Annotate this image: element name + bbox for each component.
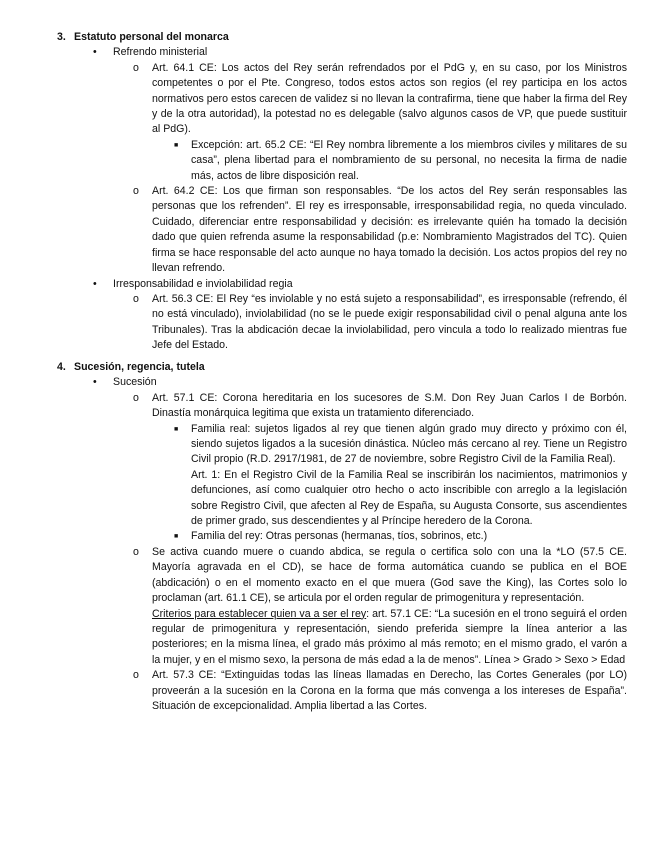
circle-marker: o: [133, 669, 139, 682]
section-number: 3.: [57, 31, 66, 43]
list-item-text: Art. 56.3 CE: El Rey “es inviolable y no está sujeto a responsabilidad”, es irresponsable (refrendo, él no está vinculado), inviolabilidad (no se le puede exigir responsabilidad civil o penal alguna ante los Tribunales). Tras la abdicación decae la inviolabilidad, pero vincula a todo lo realizado mientras fue Jefe del Estado.: [152, 292, 627, 352]
list-item: [57, 529, 627, 544]
list-item-text: Art. 57.1 CE: Corona hereditaria en los sucesores de S.M. Don Rey Juan Carlos I de Borbón. Dinastía monárquica legitima que exista un tratamiento diferenciado.: [152, 391, 627, 420]
bullet-marker: •: [93, 46, 97, 59]
list-item-text: Sucesión: [113, 376, 157, 389]
list-item-text: Refrendo ministerial: [113, 46, 208, 59]
bullet-marker: •: [93, 376, 97, 389]
section-title: Sucesión, regencia, tutela: [74, 361, 205, 373]
circle-marker: o: [133, 292, 139, 305]
criterios-label: Criterios para establecer quien va a ser el rey: [152, 607, 367, 620]
list-item: [57, 277, 627, 292]
list-item-text: Excepción: art. 65.2 CE: “El Rey nombra libremente a los miembros civiles y militares de su casa”, plena libertad para el nombramiento de su personal, no necesita la firma de nadie más, actos de libre disposición real.: [191, 138, 627, 182]
square-marker: ■: [174, 425, 179, 433]
list-item-text: Familia del rey: Otras personas (hermanas, tíos, sobrinos, etc.): [191, 530, 488, 543]
list-item: [57, 545, 627, 607]
list-item: [57, 138, 627, 184]
list-item-text: Art. 57.3 CE: “Extinguidas todas las líneas llamadas en Derecho, las Cortes Generales (por LO) proveerán a la sucesión en la Corona en la forma que más convenga a los intereses de España”. Situación de excepcionalidad. Amplia libertad a las Cortes.: [152, 669, 627, 712]
list-item: [57, 422, 627, 468]
square-marker: ■: [174, 141, 179, 149]
list-item: [57, 184, 627, 276]
list-item-continuation: [57, 607, 627, 669]
list-item-continuation: [57, 468, 627, 530]
list-item-text: Art. 64.2 CE: Los que firman son responsables. “De los actos del Rey serán responsables las personas que los refrenden”. El rey es irresponsable, irresponsabilidad regia, no queda vinculado. Cuidado, diferenciar entre responsabilidad y decisión: es irrelevante quién ha tomado la decisión dado que quien refrenda asume la responsabilidad (p.e: Nombramiento Magistrados del TC). Quien firma se hace responsable del acto aunque no haya tomado la decisión. Los actos propios del rey no llevan refrendo.: [152, 185, 627, 275]
criterios-text: : art. 57.1 CE: “La sucesión en el trono seguirá el orden regular de primogenitura y representación, siendo preferida siempre la línea anterior a las posteriores; en la misma línea, el grado más próximo al más remoto; en el mismo grado, el varón a la mujer, y en el mismo sexo, la persona de más edad a la de menos”. Línea > Grado > Sexo > Edad: [152, 607, 627, 666]
square-marker: ■: [174, 533, 179, 541]
circle-marker: o: [133, 61, 139, 74]
list-item: [57, 45, 627, 60]
list-item-text: Art. 1: En el Registro Civil de la Familia Real se inscribirán los nacimientos, matrimonios y defunciones, así como cualquier otro hecho o acto inscribible con arreglo a la legislación sobre Registro Civil, que afecten al Rey de España, su Augusta Consorte, sus ascendientes de primer grado, sus descendientes y al Príncipe heredero de la Corona.: [191, 468, 627, 528]
list-item-text: Se activa cuando muere o cuando abdica, se regula o certifica solo con una la *LO (57.5 CE. Mayoría agravada en el CD), se hace de forma automática cuando se publica en el BOE (abdicación) o en el momento exacto en el que muera (God save the King), las Cortes solo lo proclaman (art. 61.1 CE), se articula por el orden regular de primogenitura y representación.: [152, 545, 627, 605]
list-item: [57, 292, 627, 354]
section-heading: [57, 30, 627, 45]
bullet-marker: •: [93, 277, 97, 290]
list-item: [57, 61, 627, 138]
section-4: [57, 360, 627, 714]
circle-marker: o: [133, 545, 139, 558]
circle-marker: o: [133, 185, 139, 198]
section-heading: [57, 360, 627, 375]
section-number: 4.: [57, 361, 66, 373]
section-title: Estatuto personal del monarca: [74, 31, 229, 43]
list-item: [57, 375, 627, 390]
section-3: [57, 30, 627, 354]
list-item: [57, 391, 627, 422]
list-item-text: Familia real: sujetos ligados al rey que tienen algún grado muy directo y próximo con él, siendo sujetos ligados a la sucesión dinástica. Núcleo más cercano al rey. Tiene un Registro Civil propio (R.D. 2917/1981, de 27 de noviembre, sobre Registro Civil de la Familia Real).: [191, 422, 627, 466]
list-item: [57, 668, 627, 714]
circle-marker: o: [133, 391, 139, 404]
list-item-text: Irresponsabilidad e inviolabilidad regia: [113, 277, 293, 290]
list-item-text: Art. 64.1 CE: Los actos del Rey serán refrendados por el PdG y, en su caso, por los Ministros competentes o por el Pte. Congreso, todos estos actos son regios (el rey participa en los actos normativos pero estos carecen de validez si no llevan la contrafirma, tiene que haber la firma del Rey y de la otra autoridad), la potestad no es delegable (salvo algunos casos de VP, que puede sustituir al PdG).: [152, 61, 627, 136]
